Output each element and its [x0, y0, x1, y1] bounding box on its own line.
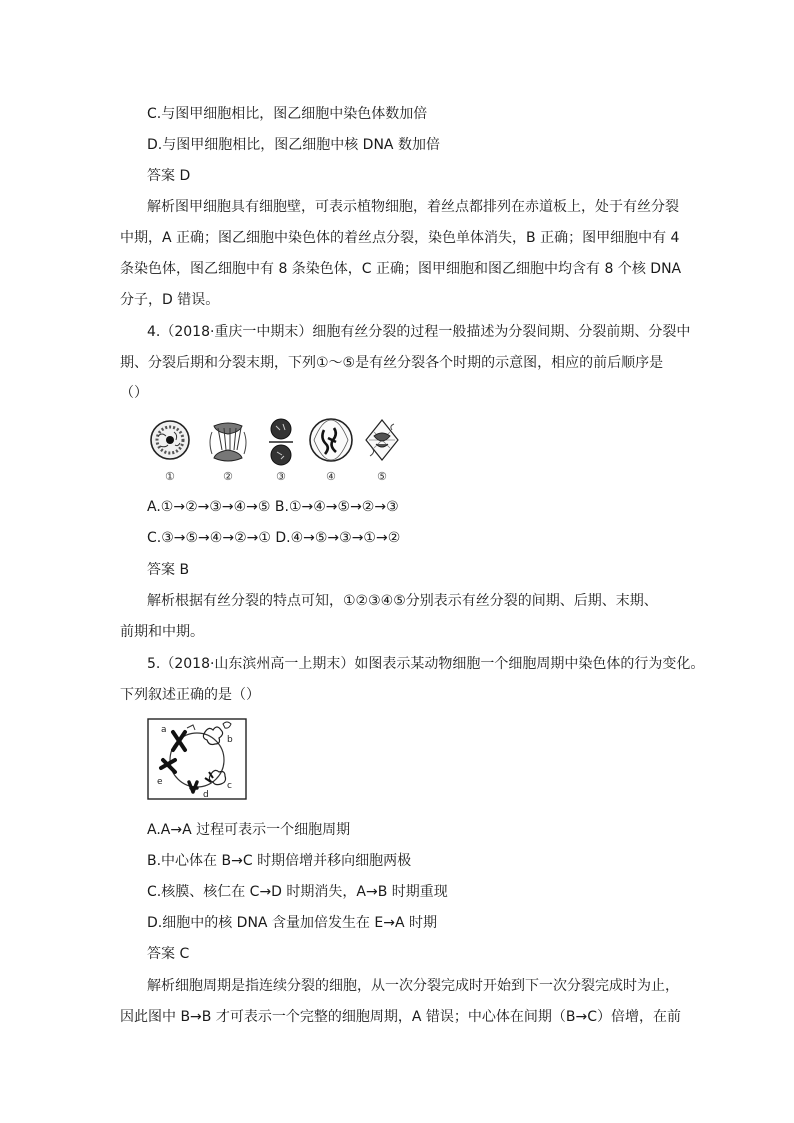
phase-label-c: c	[227, 781, 232, 791]
question-4-line3: （）	[120, 385, 148, 401]
question-4-line2: 期、分裂后期和分裂末期，下列①～⑤是有丝分裂各个时期的示意图，相应的前后顺序是	[120, 355, 664, 371]
analysis-3-line2: 中期，A 正确；图乙细胞中染色体的着丝点分裂，染色单体消失，B 正确；图甲细胞中有 4	[120, 230, 680, 246]
stage-label-3: ③	[276, 470, 286, 483]
analysis-3-line3: 条染色体，图乙细胞中有 8 条染色体，C 正确；图甲细胞和图乙细胞中均含有 8 个核 DNA	[120, 261, 682, 277]
stage-2-cell	[210, 423, 246, 461]
analysis-4-line2: 前期和中期。	[120, 624, 204, 640]
analysis-4-line1: 解析根据有丝分裂的特点可知，①②③④⑤分别表示有丝分裂的间期、后期、末期、	[147, 593, 658, 609]
analysis-3-line4: 分子，D 错误。	[120, 292, 220, 308]
answer-3: 答案 D	[147, 168, 191, 184]
analysis-5-line2: 因此图中 B→B 才可表示一个完整的细胞周期，A 错误；中心体在间期（B→C）倍增，在前	[120, 1009, 681, 1025]
option-c: C.与图甲细胞相比，图乙细胞中染色体数加倍	[147, 106, 428, 122]
q5-option-a: A.A→A 过程可表示一个细胞周期	[147, 822, 351, 838]
q5-option-c: C.核膜、核仁在 C→D 时期消失，A→B 时期重现	[147, 884, 448, 900]
stage-label-1: ①	[165, 470, 175, 483]
analysis-5-line1: 解析细胞周期是指连续分裂的细胞，从一次分裂完成时开始到下一次分裂完成时为止，	[147, 978, 679, 994]
analysis-3-line1: 解析图甲细胞具有细胞壁，可表示植物细胞，着丝点都排列在赤道板上，处于有丝分裂	[147, 199, 679, 215]
stage-label-5: ⑤	[377, 470, 387, 483]
question-5-line2: 下列叙述正确的是（）	[120, 687, 260, 703]
cell-cycle-figure	[147, 718, 247, 800]
question-5-line1: 5.（2018·山东滨州高一上期末）如图表示某动物细胞一个细胞周期中染色体的行为变化。	[147, 656, 705, 672]
answer-4: 答案 B	[147, 562, 190, 578]
stage-4-cell	[310, 419, 352, 461]
phase-label-d: d	[203, 790, 209, 800]
phase-label-a: a	[161, 725, 167, 735]
question-4-line1: 4.（2018·重庆一中期末）细胞有丝分裂的过程一般描述为分裂间期、分裂前期、分裂中	[147, 324, 691, 340]
mitosis-stages-figure	[148, 418, 418, 486]
stage-1-cell	[151, 421, 189, 459]
q4-options-ab: A.①→②→③→④→⑤ B.①→④→⑤→②→③	[147, 499, 399, 515]
stage-3-cell	[269, 419, 293, 465]
stage-label-2: ②	[223, 470, 233, 483]
answer-5: 答案 C	[147, 946, 190, 962]
phase-label-e: e	[157, 777, 163, 787]
stage-5-cell	[366, 420, 398, 460]
stage-label-4: ④	[326, 470, 336, 483]
q5-option-d: D.细胞中的核 DNA 含量加倍发生在 E→A 时期	[147, 915, 438, 931]
option-d: D.与图甲细胞相比，图乙细胞中核 DNA 数加倍	[147, 137, 440, 153]
q4-options-cd: C.③→⑤→④→②→① D.④→⑤→③→①→②	[147, 530, 401, 546]
phase-label-b: b	[227, 735, 233, 745]
q5-option-b: B.中心体在 B→C 时期倍增并移向细胞两极	[147, 853, 412, 869]
